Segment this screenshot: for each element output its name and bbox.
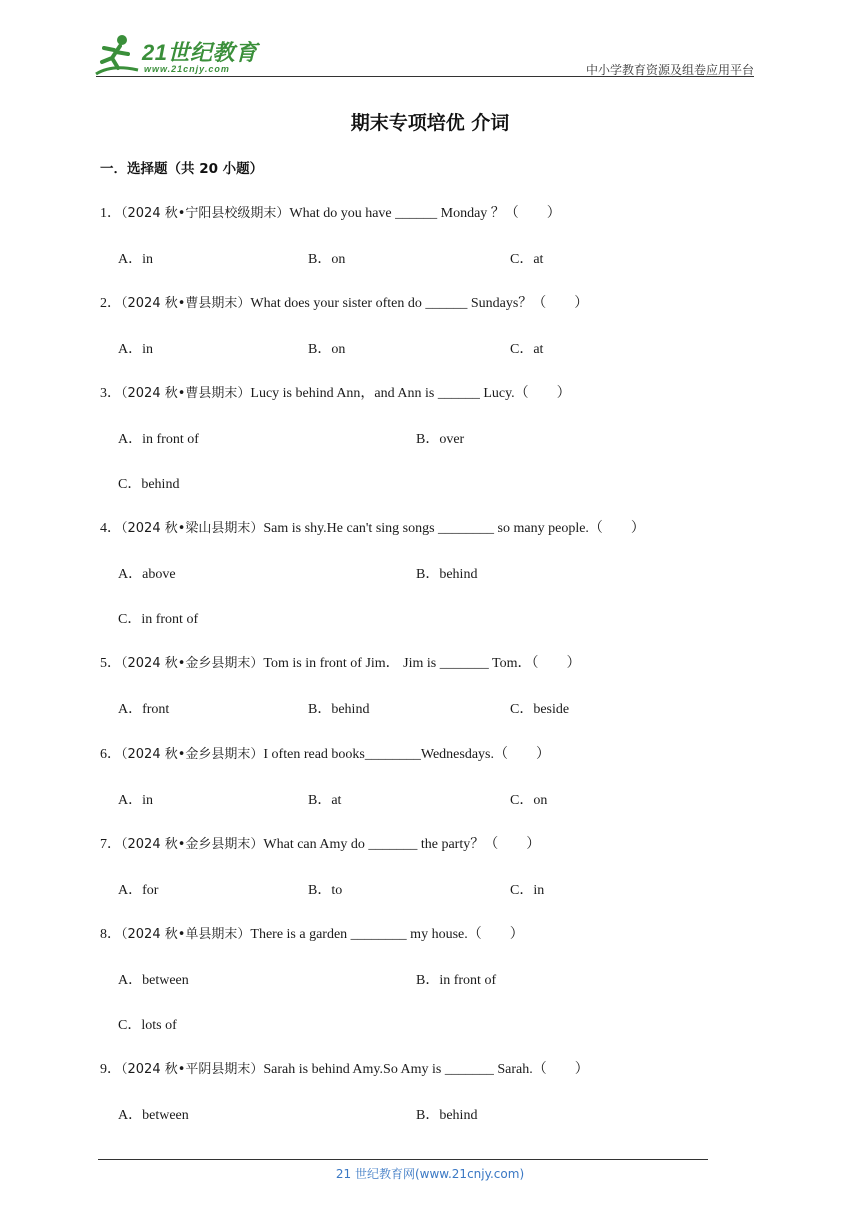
- question-number: 3．: [100, 386, 121, 401]
- question-source: （2024 秋•梁山县期末）: [121, 521, 264, 536]
- question-source: （2024 秋•曹县期末）: [121, 386, 251, 401]
- option-c[interactable]: C．on: [510, 793, 548, 808]
- logo-title: 21世纪教育: [142, 40, 258, 65]
- option-b[interactable]: B．on: [308, 252, 346, 267]
- option-a[interactable]: A．for: [118, 883, 159, 898]
- option-b[interactable]: B．in front of: [416, 973, 497, 988]
- question-source: （2024 秋•金乡县期末）: [121, 656, 264, 671]
- question-text: There is a garden ________ my house.（ ）: [250, 927, 524, 942]
- question-text: Sam is shy.He can't sing songs ________ so many people.（ ）: [263, 521, 645, 536]
- option-b[interactable]: B．behind: [416, 1108, 478, 1123]
- option-c[interactable]: C．at: [510, 342, 544, 357]
- option-a[interactable]: A．in: [118, 793, 153, 808]
- option-b[interactable]: B．behind: [416, 567, 478, 582]
- footer-divider: [98, 1159, 708, 1160]
- option-c[interactable]: C．beside: [510, 702, 570, 717]
- question-number: 5．: [100, 656, 121, 671]
- option-a[interactable]: A．in front of: [118, 432, 199, 447]
- question-text: Tom is in front of Jim． Jim is _______ Tom．（ ）: [263, 656, 581, 671]
- option-a[interactable]: A．in: [118, 252, 153, 267]
- option-c[interactable]: C．behind: [118, 477, 180, 492]
- question-text: What does your sister often do ______ Sundays？（ ）: [250, 296, 589, 311]
- option-b[interactable]: B．over: [416, 432, 465, 447]
- question-source: （2024 秋•宁阳县校级期末）: [121, 206, 290, 221]
- question-text: I often read books________Wednesdays.（ ）: [263, 747, 550, 762]
- option-c[interactable]: C．in: [510, 883, 545, 898]
- logo-url: www.21cnjy.com: [144, 64, 230, 74]
- question-number: 8．: [100, 927, 121, 942]
- question-source: （2024 秋•金乡县期末）: [121, 837, 264, 852]
- question-number: 1．: [100, 206, 121, 221]
- option-a[interactable]: A．above: [118, 567, 176, 582]
- option-a[interactable]: A．in: [118, 342, 153, 357]
- option-a[interactable]: A．between: [118, 973, 189, 988]
- question-4: [100, 517, 645, 537]
- option-c[interactable]: C．lots of: [118, 1018, 177, 1033]
- runner-logo-icon: [92, 34, 142, 78]
- header-platform-text: 中小学教育资源及组卷应用平台: [585, 63, 754, 77]
- question-number: 6．: [100, 747, 121, 762]
- question-number: 2．: [100, 296, 121, 311]
- question-number: 9．: [100, 1062, 121, 1077]
- question-6: [100, 743, 550, 763]
- question-8: [100, 923, 524, 943]
- page-title: 期末专项培优 介词: [350, 112, 510, 134]
- question-9: [100, 1058, 589, 1078]
- option-b[interactable]: B．to: [308, 883, 343, 898]
- question-3: [100, 382, 571, 402]
- question-5: [100, 652, 580, 672]
- option-b[interactable]: B．at: [308, 793, 342, 808]
- site-logo: [92, 34, 262, 78]
- option-b[interactable]: B．on: [308, 342, 346, 357]
- question-source: （2024 秋•平阴县期末）: [121, 1062, 264, 1077]
- question-text: Sarah is behind Amy.So Amy is _______ Sarah.（ ）: [263, 1062, 589, 1077]
- question-text: Lucy is behind Ann，and Ann is ______ Lucy.（ ）: [250, 386, 571, 401]
- question-source: （2024 秋•曹县期末）: [121, 296, 251, 311]
- section-heading: 一．选择题（共 20 小题）: [100, 161, 264, 177]
- option-c[interactable]: C．at: [510, 252, 544, 267]
- option-a[interactable]: A．front: [118, 702, 170, 717]
- question-number: 4．: [100, 521, 121, 536]
- question-7: [100, 833, 540, 853]
- question-1: [100, 202, 561, 222]
- header-divider: [96, 76, 754, 77]
- footer-link[interactable]: 21 世纪教育网(www.21cnjy.com): [335, 1167, 525, 1181]
- question-number: 7．: [100, 837, 121, 852]
- question-2: [100, 292, 588, 312]
- option-b[interactable]: B．behind: [308, 702, 370, 717]
- question-text: What do you have ______ Monday ？（ ）: [289, 206, 561, 221]
- option-a[interactable]: A．between: [118, 1108, 189, 1123]
- question-text: What can Amy do _______ the party？（ ）: [263, 837, 541, 852]
- question-source: （2024 秋•金乡县期末）: [121, 747, 264, 762]
- question-source: （2024 秋•单县期末）: [121, 927, 251, 942]
- option-c[interactable]: C．in front of: [118, 612, 199, 627]
